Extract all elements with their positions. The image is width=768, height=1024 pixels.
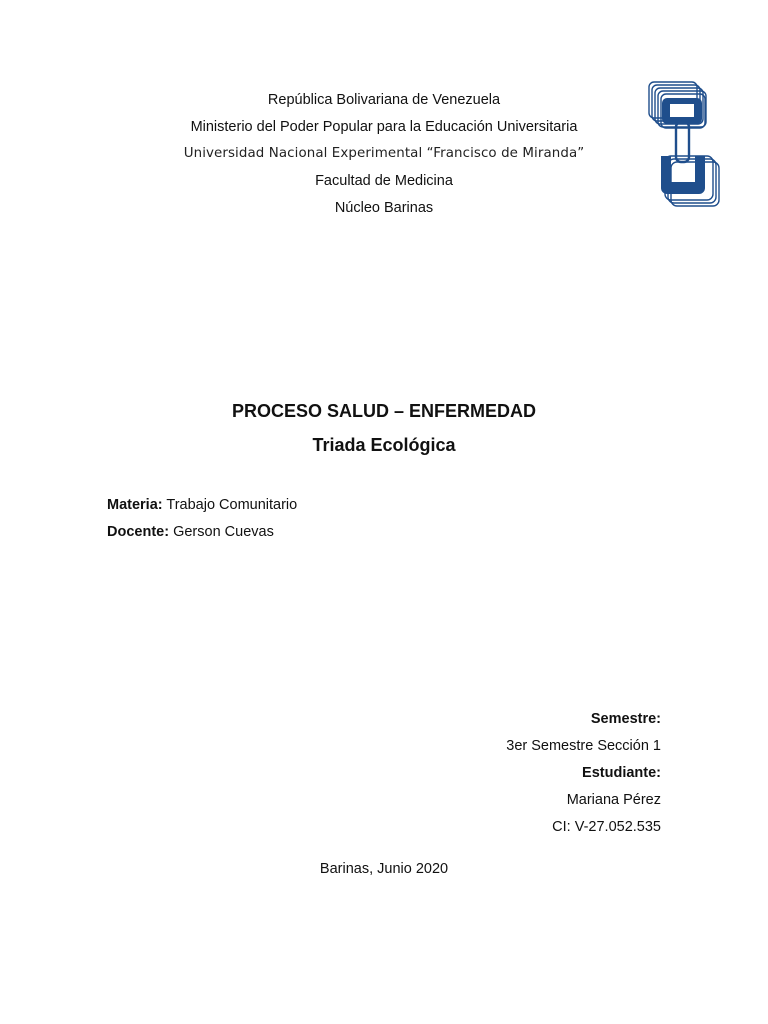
- main-title: PROCESO SALUD – ENFERMEDAD: [231, 401, 537, 421]
- semestre-label: Semestre:: [590, 711, 661, 727]
- header-faculty: Facultad de Medicina: [315, 173, 453, 189]
- estudiante-value: Mariana Pérez: [566, 792, 661, 808]
- materia-row: [107, 493, 297, 520]
- university-logo-icon: [645, 78, 723, 210]
- student-info: [506, 707, 661, 842]
- estudiante-label: Estudiante:: [582, 765, 661, 781]
- header-ministry: Ministerio del Poder Popular para la Educación Universitaria: [190, 119, 578, 135]
- docente-row: [107, 520, 297, 547]
- sub-title: Triada Ecológica: [312, 435, 456, 455]
- document-titles: [0, 396, 768, 460]
- docente-label: Docente:: [107, 524, 170, 540]
- header-university: Universidad Nacional Experimental “Francisco de Miranda”: [183, 146, 585, 161]
- docente-value: Gerson Cuevas: [173, 524, 274, 540]
- student-ci: CI: V-27.052.535: [552, 819, 661, 835]
- header-campus: Núcleo Barinas: [334, 200, 434, 216]
- materia-label: Materia:: [107, 497, 163, 513]
- header-country: República Bolivariana de Venezuela: [267, 92, 501, 108]
- course-info: [107, 493, 297, 547]
- semestre-value: 3er Semestre Sección 1: [506, 738, 661, 754]
- place-date: Barinas, Junio 2020: [319, 861, 449, 877]
- materia-value: Trabajo Comunitario: [166, 497, 298, 513]
